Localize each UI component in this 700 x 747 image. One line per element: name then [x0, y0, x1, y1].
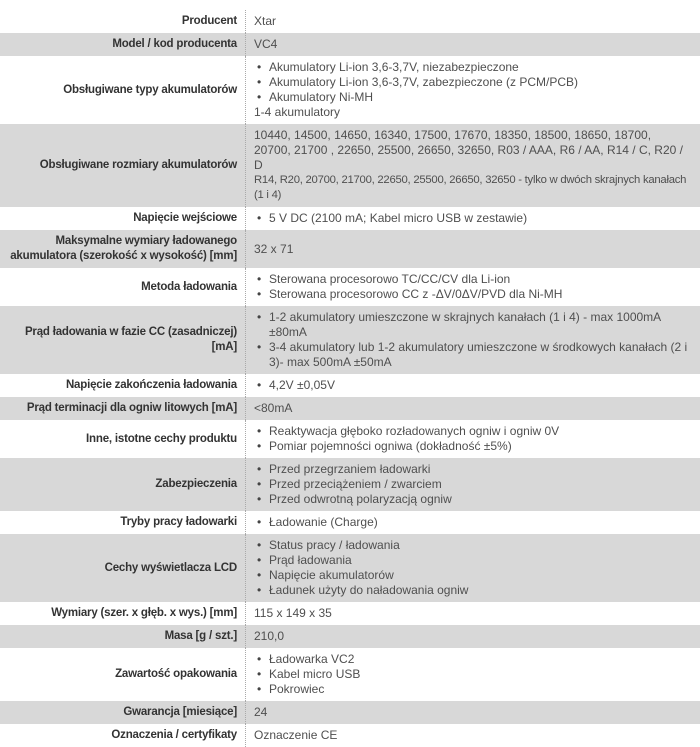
- product-spec-table: [0, 10, 700, 747]
- spec-value-bullet-item: • Akumulatory Li-ion 3,6-3,7V, niezabezpieczone: [254, 60, 690, 75]
- spec-value-bullet-list: [254, 538, 690, 598]
- spec-value-text: 24: [254, 705, 268, 719]
- spec-label: Maksymalne wymiary ładowanego akumulatora (szerokość x wysokość) [mm]: [0, 230, 246, 268]
- spec-row: [0, 268, 700, 306]
- spec-label: Gwarancja [miesiące]: [0, 701, 246, 724]
- spec-value-bullet-item: • Sterowana procesorowo CC z -ΔV/0ΔV/PVD dla Ni-MH: [254, 287, 690, 302]
- spec-value-bullet-item: • 1-2 akumulatory umieszczone w skrajnych kanałach (1 i 4) - max 1000mA ±80mA: [254, 310, 690, 340]
- spec-value-bullet-list: [254, 211, 690, 226]
- spec-value-bullet-list: [254, 515, 690, 530]
- spec-value-bullet-item: • Przed odwrotną polaryzacją ogniw: [254, 492, 690, 507]
- spec-row: [0, 701, 700, 724]
- spec-value: [246, 648, 700, 701]
- spec-value-text: 115 x 149 x 35: [254, 606, 332, 620]
- spec-label: Zabezpieczenia: [0, 458, 246, 511]
- spec-row: [0, 33, 700, 56]
- spec-row: [0, 458, 700, 511]
- spec-value-text: VC4: [254, 37, 278, 51]
- spec-value: [246, 397, 700, 420]
- spec-value-bullet-item: • Sterowana procesorowo TC/CC/CV dla Li-ion: [254, 272, 690, 287]
- spec-value-bullet-item: • Akumulatory Ni-MH: [254, 90, 690, 105]
- spec-value-bullet-list: [254, 272, 690, 302]
- spec-value-bullet-item: • 5 V DC (2100 mA; Kabel micro USB w zestawie): [254, 211, 690, 226]
- spec-label: Inne, istotne cechy produktu: [0, 420, 246, 458]
- spec-label: Prąd ładowania w fazie CC (zasadniczej) [mA]: [0, 306, 246, 374]
- spec-value-bullet-item: • Prąd ładowania: [254, 553, 690, 568]
- spec-label: Oznaczenia / certyfikaty: [0, 724, 246, 747]
- spec-value-bullet-item: • Przed przegrzaniem ładowarki: [254, 462, 690, 477]
- spec-value-bullet-item: • Ładowarka VC2: [254, 652, 690, 667]
- spec-value-text: 210,0: [254, 629, 285, 643]
- spec-label: Masa [g / szt.]: [0, 625, 246, 648]
- spec-label: Tryby pracy ładowarki: [0, 511, 246, 534]
- spec-label: Obsługiwane rozmiary akumulatorów: [0, 124, 246, 207]
- spec-value: [246, 625, 700, 648]
- spec-value-bullet-item: • Ładowanie (Charge): [254, 515, 690, 530]
- spec-value: [246, 306, 700, 374]
- spec-label: Zawartość opakowania: [0, 648, 246, 701]
- spec-value-text: <80mA: [254, 401, 293, 415]
- spec-value-text: Xtar: [254, 14, 277, 28]
- spec-value-bullet-list: [254, 60, 690, 105]
- spec-value-text: 10440, 14500, 14650, 16340, 17500, 17670, 18350, 18500, 18650, 18700, 20700, 21700 , 22650, 25500, 26650, 32650, R03 / AAA, R6 / AA, R14 / C, R20 / D: [254, 128, 683, 172]
- spec-value-bullet-item: • Ładunek użyty do naładowania ogniw: [254, 583, 690, 598]
- spec-value: [246, 374, 700, 397]
- spec-value: [246, 268, 700, 306]
- spec-label: Model / kod producenta: [0, 33, 246, 56]
- spec-value: [246, 56, 700, 124]
- spec-label: Napięcie zakończenia ładowania: [0, 374, 246, 397]
- spec-value-bullet-item: • Akumulatory Li-ion 3,6-3,7V, zabezpieczone (z PCM/PCB): [254, 75, 690, 90]
- spec-value-note: R14, R20, 20700, 21700, 22650, 25500, 26650, 32650 - tylko w dwóch skrajnych kanałach (1 i 4): [254, 174, 687, 201]
- spec-value: [246, 724, 700, 747]
- spec-value-bullet-list: [254, 652, 690, 697]
- spec-row: [0, 625, 700, 648]
- spec-label: Napięcie wejściowe: [0, 207, 246, 230]
- spec-row: [0, 648, 700, 701]
- spec-label: Prąd terminacji dla ogniw litowych [mA]: [0, 397, 246, 420]
- spec-label: Obsługiwane typy akumulatorów: [0, 56, 246, 124]
- spec-value: [246, 420, 700, 458]
- spec-value: [246, 602, 700, 625]
- spec-row: [0, 124, 700, 207]
- spec-value: [246, 124, 700, 207]
- spec-row: [0, 374, 700, 397]
- spec-value-bullet-item: • Kabel micro USB: [254, 667, 690, 682]
- spec-row: [0, 397, 700, 420]
- spec-row: [0, 207, 700, 230]
- spec-value-bullet-item: • 3-4 akumulatory lub 1-2 akumulatory umieszczone w środkowych kanałach (2 i 3)- max 500mA ±50mA: [254, 340, 690, 370]
- spec-value-bullet-item: • Pokrowiec: [254, 682, 690, 697]
- spec-value: [246, 230, 700, 268]
- spec-label: Metoda ładowania: [0, 268, 246, 306]
- spec-row: [0, 230, 700, 268]
- spec-value-bullet-list: [254, 462, 690, 507]
- spec-value-bullet-item: • Napięcie akumulatorów: [254, 568, 690, 583]
- spec-row: [0, 534, 700, 602]
- spec-row: [0, 56, 700, 124]
- spec-label: Producent: [0, 10, 246, 33]
- spec-row: [0, 602, 700, 625]
- spec-value-bullet-item: • Przed przeciążeniem / zwarciem: [254, 477, 690, 492]
- spec-label: Wymiary (szer. x głęb. x wys.) [mm]: [0, 602, 246, 625]
- spec-value-bullet-item: • 4,2V ±0,05V: [254, 378, 690, 393]
- spec-value: [246, 534, 700, 602]
- spec-row: [0, 511, 700, 534]
- spec-value-text: Oznaczenie CE: [254, 728, 338, 742]
- spec-value-bullet-item: • Reaktywacja głęboko rozładowanych ogniw i ogniw 0V: [254, 424, 690, 439]
- spec-value-text: 1-4 akumulatory: [254, 105, 341, 119]
- spec-row: [0, 420, 700, 458]
- spec-value: [246, 207, 700, 230]
- spec-value: [246, 701, 700, 724]
- spec-value: [246, 511, 700, 534]
- spec-value-text: 32 x 71: [254, 241, 294, 256]
- spec-value: [246, 458, 700, 511]
- spec-value: [246, 10, 700, 33]
- spec-row: [0, 306, 700, 374]
- spec-value-bullet-item: • Status pracy / ładowania: [254, 538, 690, 553]
- spec-value-bullet-list: [254, 424, 690, 454]
- spec-value-bullet-list: [254, 378, 690, 393]
- spec-row: [0, 10, 700, 33]
- spec-label: Cechy wyświetlacza LCD: [0, 534, 246, 602]
- spec-value-bullet-item: • Pomiar pojemności ogniwa (dokładność ±5%): [254, 439, 690, 454]
- spec-row: [0, 724, 700, 747]
- spec-value-bullet-list: [254, 310, 690, 370]
- spec-value: [246, 33, 700, 56]
